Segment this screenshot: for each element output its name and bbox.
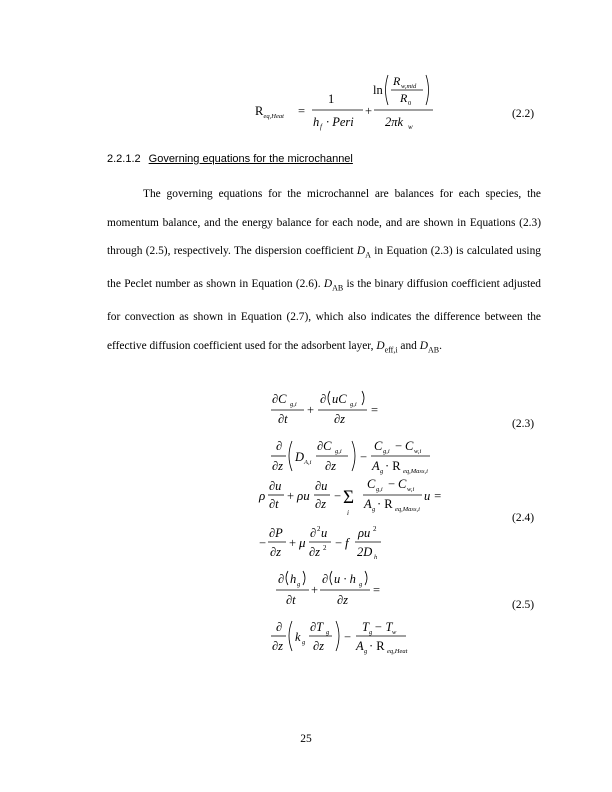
eq24-f: f	[345, 535, 349, 550]
eq23-plus: +	[307, 403, 315, 417]
eq24-C2: C	[398, 477, 407, 491]
eq25-R-sub: eq,Heat	[387, 648, 408, 655]
equation-2-5	[270, 568, 430, 672]
eq23-D: D	[295, 450, 305, 464]
eq24-du2: ∂u	[315, 479, 328, 493]
eq24-R-sub: eq,Mass,i	[395, 506, 420, 513]
eq23-C1-sub: g,i	[383, 448, 390, 455]
sym-Deff-sub: eff,i	[384, 344, 398, 354]
eq23-dt: ∂t	[278, 412, 288, 426]
eq23-dz3: ∂z	[325, 459, 337, 473]
eq24-dotR: · R	[377, 497, 393, 511]
eq24-d2u-d: ∂	[310, 526, 317, 540]
eq23-minus2: −	[395, 439, 403, 453]
sym-DA: D	[356, 245, 366, 258]
eq23-bigparen-r	[352, 441, 355, 471]
equation-number-2-3: (2.3)	[512, 418, 535, 430]
eq23-dz2: ∂z	[272, 459, 284, 473]
eq23-dC2: ∂C	[317, 439, 332, 453]
sym-DAB2: D	[419, 339, 428, 352]
eq24-sum: Σ	[343, 487, 355, 508]
eq24-Ag: A	[364, 497, 372, 511]
eq23-equals: =	[371, 403, 379, 417]
eq22-inner-den: R	[400, 91, 408, 105]
eq24-d2u-u: u	[321, 526, 328, 540]
eq23-dotR: · R	[385, 459, 401, 473]
equation-number-2-5: (2.5)	[512, 599, 535, 611]
eq23-Ag-sub: g	[380, 468, 384, 475]
eq25-Tg-sub: g	[369, 629, 373, 636]
eq23-C1: C	[374, 439, 383, 453]
eq24-minus4: −	[335, 536, 343, 550]
eq22-ln: ln	[373, 83, 383, 97]
sym-DAB: D	[323, 278, 333, 291]
eq25-Tw: − T	[374, 620, 393, 634]
eq22-inner-den-sub: 0	[408, 100, 412, 107]
eq23-R-sub: eq,Mass,i	[403, 468, 428, 475]
eq24-minus2: −	[388, 477, 396, 491]
eq25-h-sub: g	[297, 581, 301, 588]
equation-2-2	[255, 70, 455, 144]
eq23-C2: C	[405, 439, 414, 453]
para-seg-4: and	[397, 339, 420, 352]
eq22-frac1-den-peri: · Peri	[326, 115, 354, 129]
eq25-Ag: A	[356, 639, 364, 653]
eq22-frac2-den: 2πk	[385, 115, 404, 129]
equation-2-3-svg	[270, 383, 450, 483]
eq24-C1-sub: g,i	[376, 486, 383, 493]
eq25-bigparen-r	[336, 621, 339, 651]
eq23-Ag: A	[372, 459, 380, 473]
eq24-dt: ∂t	[269, 497, 279, 511]
eq24-rho: ρ	[259, 488, 266, 503]
eq22-inner-num-sub: w,mid	[401, 83, 417, 90]
eq23-dz: ∂z	[334, 412, 346, 426]
para-seg-3: is the binary diffusion coefficient adjusted for convection as shown in Equation (2.7), which also indicates the difference between the effective diffusion coefficient used for the adsorbent layer,	[107, 278, 541, 352]
eq22-left-paren	[386, 75, 389, 105]
sym-DAB-sub: AB	[332, 283, 344, 293]
eq24-rhou2: ρu	[358, 526, 371, 540]
eq25-paren2-l	[330, 571, 332, 585]
eq25-Ag-sub: g	[364, 648, 368, 655]
eq25-dz3: ∂z	[313, 639, 325, 653]
eq25-dt: ∂t	[286, 593, 296, 607]
eq24-d2u-sq: 2	[317, 525, 321, 533]
eq23-D-sub: A,i	[304, 459, 312, 466]
eq22-equals: =	[298, 104, 306, 118]
eq22-lhs-R: R	[255, 104, 264, 118]
eq24-C2-sub: w,i	[407, 486, 415, 493]
eq23-dC-sub: g,i	[290, 401, 297, 408]
eq24-rhou2-sq: 2	[373, 525, 377, 533]
eq23-dC2-sub: g,i	[335, 448, 342, 455]
eq22-lhs-sub: eq,Heat	[263, 113, 284, 120]
eq24-sum-sub: i	[347, 509, 349, 517]
eq23-dC: ∂C	[272, 392, 287, 406]
page-number: 25	[300, 733, 312, 745]
eq22-right-paren	[426, 75, 429, 105]
equation-2-2-svg	[255, 70, 455, 140]
eq25-Tw-sub: w	[392, 629, 397, 636]
eq22-inner-num: R	[393, 74, 401, 88]
eq24-C1: C	[367, 477, 376, 491]
sym-DAB2-sub: AB	[427, 344, 440, 354]
eq23-minus: −	[360, 450, 368, 464]
eq24-dz-sq: ∂z	[309, 545, 321, 559]
eq24-dz2: ∂z	[270, 545, 282, 559]
eq25-Tg: T	[362, 620, 369, 634]
eq25-k: k	[295, 630, 301, 644]
eq24-twoD-sub: h	[374, 554, 378, 561]
sym-DA-sub: A	[365, 250, 371, 260]
section-title: Governing equations for the microchannel	[148, 153, 353, 165]
eq25-dotR: · R	[369, 639, 385, 653]
body-paragraph	[107, 180, 541, 364]
para-seg-1: The governing equations for the microchannel are balances for each species, the momentum balance, and the energy balance for each node, and are shown in Equations (2.3) through (2.5), respectively. The dispersion coefficient	[107, 188, 541, 258]
eq23-uC: uC	[332, 392, 347, 406]
eq25-dz: ∂z	[337, 593, 349, 607]
eq24-rhou: ρu	[297, 488, 310, 503]
eq25-paren1-l	[286, 571, 288, 585]
eq25-d2: ∂	[322, 572, 329, 586]
eq24-u-eq: u =	[424, 489, 442, 503]
para-seg-5: .	[439, 339, 442, 352]
eq24-mu: μ	[299, 535, 306, 550]
eq22-frac2-den-sub: w	[408, 123, 413, 131]
eq24-Ag-sub: g	[372, 506, 376, 513]
eq23-paren-l	[328, 391, 330, 405]
eq23-d: ∂	[320, 392, 327, 406]
eq25-equals: =	[373, 583, 381, 597]
eq22-frac1-den-sub: f	[320, 123, 322, 131]
eq24-minus3: −	[259, 536, 267, 550]
eq24-dz: ∂z	[315, 497, 327, 511]
equation-number-2-4: (2.4)	[512, 512, 535, 524]
eq25-dz2: ∂z	[272, 639, 284, 653]
eq25-bigparen-l	[289, 621, 292, 651]
eq25-u-dot-h: u · h	[334, 572, 356, 586]
paragraph-text	[107, 180, 541, 364]
eq22-frac1-den-h: h	[313, 115, 320, 129]
para-seg-2: in Equation (2.3) is calculated using the Peclet number as shown in Equation (2.6).	[107, 245, 541, 291]
section-number: 2.2.1.2	[107, 153, 141, 165]
eq25-dT-sub: g	[326, 629, 330, 636]
equation-2-4-svg	[257, 470, 477, 580]
eq25-dT: ∂T	[310, 620, 324, 634]
eq25-d3: ∂	[276, 620, 283, 634]
sym-Deff: D	[376, 339, 385, 352]
eq24-plus: +	[287, 489, 295, 503]
eq24-plus2: +	[289, 536, 297, 550]
eq25-uh-sub: g	[359, 581, 363, 588]
eq23-bigparen-l	[289, 441, 292, 471]
eq25-d: ∂	[278, 572, 285, 586]
eq24-dz-sq-2: 2	[323, 544, 327, 552]
equation-number-2-2: (2.2)	[512, 108, 535, 120]
equation-2-4	[257, 470, 477, 584]
eq23-uC-sub: g,i	[350, 401, 357, 408]
eq23-paren-r	[362, 391, 364, 405]
eq22-frac1-num: 1	[328, 92, 335, 106]
equation-2-5-svg	[270, 568, 430, 668]
eq24-minus: −	[334, 489, 342, 503]
eq25-paren2-r	[365, 571, 367, 585]
section-heading	[107, 153, 353, 165]
eq25-k-sub: g	[302, 639, 306, 646]
eq25-h: h	[290, 572, 297, 586]
eq24-du: ∂u	[269, 479, 282, 493]
eq25-plus: +	[311, 583, 319, 597]
eq23-C2-sub: w,i	[414, 448, 422, 455]
eq24-twoD: 2D	[357, 545, 373, 559]
eq23-d2: ∂	[276, 439, 283, 453]
eq24-dP: ∂P	[269, 526, 283, 540]
eq22-plus: +	[365, 104, 373, 118]
eq25-minus: −	[344, 630, 352, 644]
eq25-paren1-r	[303, 571, 305, 585]
